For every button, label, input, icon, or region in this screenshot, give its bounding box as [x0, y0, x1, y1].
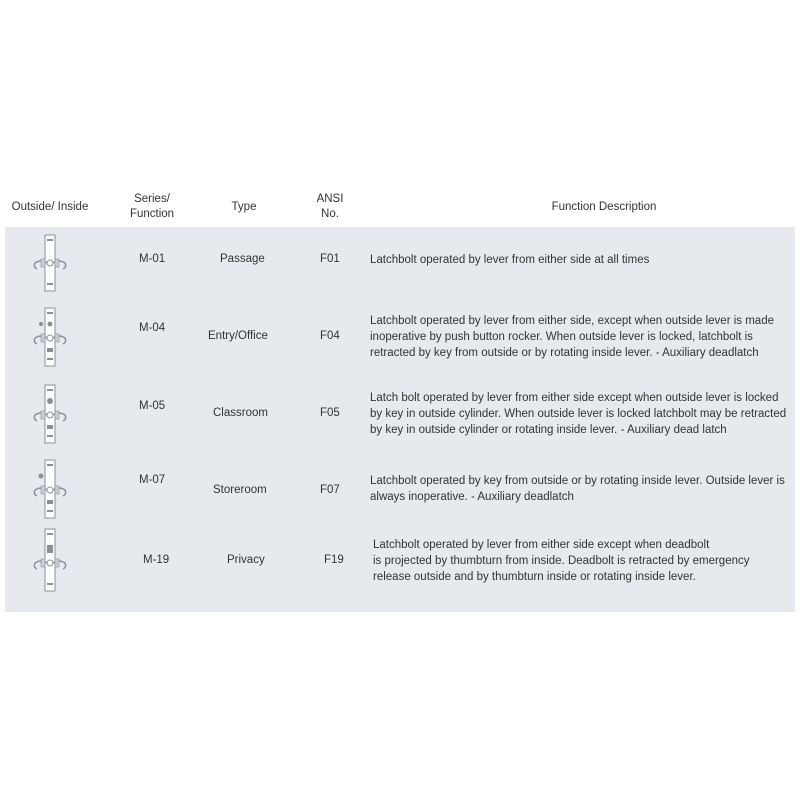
- ansi-cell: F07: [320, 484, 340, 496]
- description-line: release outside and by thumbturn inside or rotating inside lever.: [373, 571, 696, 584]
- description-cell: [370, 313, 774, 362]
- header-series-line2: Function: [129, 208, 175, 220]
- ansi-cell: F19: [324, 554, 344, 566]
- series-cell: M-01: [139, 253, 166, 265]
- header-series-function: [112, 192, 192, 222]
- description-line: is projected by thumbturn from inside. Deadbolt is retracted by emergency: [373, 555, 750, 568]
- mortise-lock-lever-thumbturn-icon: [31, 527, 75, 597]
- description-line: Latchbolt operated by lever from either side except when deadbolt: [373, 539, 710, 551]
- table-row: [5, 227, 795, 304]
- header-ansi: [300, 192, 360, 222]
- table-row: [5, 304, 795, 381]
- header-ansi-line2: No.: [321, 208, 339, 220]
- description-line: inoperative by push button rocker. When outside lever is locked, latchbolt is: [370, 331, 753, 344]
- description-line: Latchbolt operated by lever from either side, except when outside lever is made: [370, 315, 774, 327]
- table-row: [5, 535, 795, 612]
- header-description-label: Function Description: [551, 201, 657, 213]
- ansi-cell: F05: [320, 407, 340, 419]
- table-row: [5, 381, 795, 458]
- mortise-lock-lever-cylinder-icon: [31, 458, 75, 522]
- series-cell: M-19: [143, 554, 170, 566]
- series-cell: M-05: [139, 400, 166, 412]
- mortise-lock-lever-pushbutton-icon: [31, 306, 75, 370]
- description-line: Latchbolt operated by key from outside or by rotating inside lever. Outside lever is: [370, 475, 785, 487]
- ansi-cell: F01: [320, 253, 340, 265]
- series-cell: M-04: [139, 322, 166, 334]
- header-outside-inside: [5, 200, 95, 215]
- ansi-cell: F04: [320, 330, 340, 342]
- description-cell: [373, 537, 750, 586]
- type-cell: Classroom: [213, 407, 268, 419]
- description-line: by key in outside cylinder or rotating inside lever. - Auxiliary dead latch: [370, 424, 727, 437]
- table-row: [5, 458, 795, 535]
- header-description: [504, 200, 704, 215]
- description-line: Latch bolt operated by lever from either side except when outside lever is locked: [370, 392, 779, 404]
- description-line: by key in outside cylinder. When outside lever is locked latchbolt may be retracted: [370, 408, 787, 421]
- type-cell: Entry/Office: [208, 330, 268, 342]
- header-type-label: Type: [231, 201, 257, 213]
- type-cell: Privacy: [227, 554, 265, 566]
- series-cell: M-07: [139, 474, 166, 486]
- description-cell: [370, 390, 786, 439]
- header-series-line1: Series/: [134, 193, 170, 205]
- mortise-lock-lever-cylinder-icon: [31, 383, 75, 447]
- header-type: [204, 200, 284, 215]
- description-line: Latchbolt operated by lever from either side at all times: [370, 254, 650, 266]
- header-ansi-line1: ANSI: [316, 193, 344, 205]
- mortise-lock-lever-icon: [31, 233, 75, 295]
- description-cell: [370, 473, 785, 505]
- header-outside-inside-label: Outside/ Inside: [11, 201, 89, 213]
- type-cell: Passage: [220, 253, 265, 265]
- type-cell: Storeroom: [213, 484, 267, 496]
- description-line: retracted by key from outside or by rotating inside lever. - Auxiliary deadlatch: [370, 347, 759, 360]
- function-table: [5, 227, 795, 612]
- description-line: always inoperative. - Auxiliary deadlatch: [370, 491, 574, 504]
- description-cell: [370, 252, 649, 268]
